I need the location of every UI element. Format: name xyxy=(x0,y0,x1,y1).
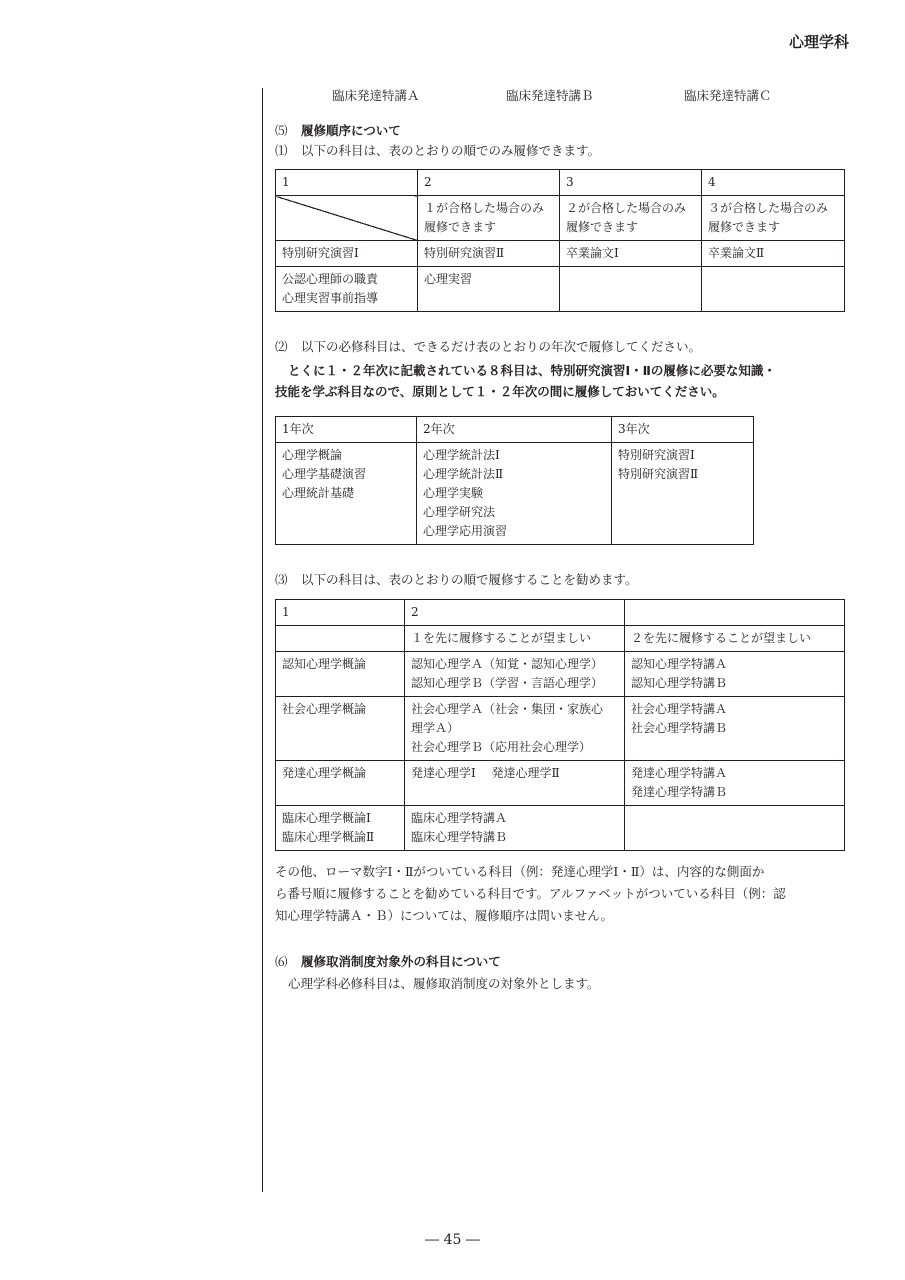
table-cell: 特別研究演習Ⅱ xyxy=(418,241,560,267)
table-cell: 社会心理学概論 xyxy=(276,697,405,761)
margin-rule xyxy=(262,88,263,1192)
year-table xyxy=(275,416,754,545)
table-header-cell: 1 xyxy=(276,600,405,626)
table-condition-row xyxy=(276,196,845,241)
subsection-text: 以下の必修科目は、できるだけ表のとおりの年次で履修してください。 xyxy=(301,339,702,354)
table-cell: 認知心理学Ａ（知覚・認知心理学） 認知心理学Ｂ（学習・言語心理学） xyxy=(405,652,625,697)
section-5-heading xyxy=(275,122,860,140)
table-cell: 発達心理学Ⅰ 発達心理学Ⅱ xyxy=(405,761,625,806)
subsection-number: ⑶ xyxy=(275,572,288,587)
table-row xyxy=(276,761,845,806)
table-cell: 特別研究演習Ⅰ 特別研究演習Ⅱ xyxy=(612,443,754,545)
subsection-i-text xyxy=(275,142,860,160)
table-cell: 心理実習 xyxy=(418,267,560,312)
table-cell xyxy=(702,267,845,312)
table-row xyxy=(276,267,845,312)
table-cell: 卒業論文Ⅰ xyxy=(560,241,702,267)
table-row xyxy=(276,443,754,545)
subsection-ro-text xyxy=(275,338,860,356)
table-cell: 社会心理学Ａ（社会・集団・家族心 理学Ａ） 社会心理学Ｂ（応用社会心理学） xyxy=(405,697,625,761)
subsection-text: 以下の科目は、表のとおりの順でのみ履修できます。 xyxy=(301,143,601,158)
section-title: 履修順序について xyxy=(301,123,401,138)
department-label: 心理学科 xyxy=(788,33,849,51)
table-header-cell: 1 xyxy=(276,170,418,196)
order-table-recommended xyxy=(275,599,845,851)
main-content xyxy=(275,86,860,995)
table-row xyxy=(276,652,845,697)
top-course-list xyxy=(275,86,860,108)
table-header-cell: 1年次 xyxy=(276,417,417,443)
table-cell: 認知心理学特講Ａ 認知心理学特講Ｂ xyxy=(625,652,845,697)
table-subheader-cell: ２を先に履修することが望ましい xyxy=(625,626,845,652)
table-cell xyxy=(560,267,702,312)
table-header-cell: 2 xyxy=(418,170,560,196)
course-item: 臨床発達特講Ａ xyxy=(332,88,420,103)
table-header-row xyxy=(276,170,845,196)
subsection-number: ⑵ xyxy=(275,339,288,354)
table-cell: 認知心理学概論 xyxy=(276,652,405,697)
table-cell: 発達心理学特講Ａ 発達心理学特講Ｂ xyxy=(625,761,845,806)
table-cell: 発達心理学概論 xyxy=(276,761,405,806)
table-header-row xyxy=(276,600,845,626)
table-cell: 臨床心理学概論Ⅰ 臨床心理学概論Ⅱ xyxy=(276,806,405,851)
subsection-number: ⑴ xyxy=(275,143,288,158)
order-table-strict xyxy=(275,169,845,312)
diagonal-cell xyxy=(276,196,418,241)
table-cell: 社会心理学特講Ａ 社会心理学特講Ｂ xyxy=(625,697,845,761)
table-subheader-cell: １を先に履修することが望ましい xyxy=(405,626,625,652)
emphasis-note-line: とくに１・２年次に記載されている８科目は、特別研究演習Ⅰ・Ⅱの履修に必要な知識・ xyxy=(288,363,776,378)
emphasis-note-line: 技能を学ぶ科目なので、原則として１・２年次の間に履修しておいてください。 xyxy=(275,384,725,399)
subsection-ha-text xyxy=(275,571,860,589)
table-cell: 特別研究演習Ⅰ xyxy=(276,241,418,267)
course-item: 臨床発達特講Ｃ xyxy=(684,88,772,103)
explanation-line: 知心理学特講Ａ・Ｂ）については、履修順序は問いません。 xyxy=(275,908,614,923)
section-number: ⑸ xyxy=(275,123,288,138)
section-title: 履修取消制度対象外の科目について xyxy=(301,954,501,969)
table-header-cell: 4 xyxy=(702,170,845,196)
table-subheader-cell xyxy=(276,626,405,652)
table-row xyxy=(276,806,845,851)
table-cell: 卒業論文Ⅱ xyxy=(702,241,845,267)
table-header-cell: 2年次 xyxy=(417,417,612,443)
table-row xyxy=(276,697,845,761)
table-row xyxy=(276,241,845,267)
table-header-cell: 2 xyxy=(405,600,625,626)
condition-cell: ２が合格した場合のみ 履修できます xyxy=(560,196,702,241)
table-cell: 心理学統計法Ⅰ 心理学統計法Ⅱ 心理学実験 心理学研究法 心理学応用演習 xyxy=(417,443,612,545)
table-cell: 臨床心理学特講Ａ 臨床心理学特講Ｂ xyxy=(405,806,625,851)
course-item: 臨床発達特講Ｂ xyxy=(506,88,594,103)
table-subheader-row xyxy=(276,626,845,652)
subsection-text: 以下の科目は、表のとおりの順で履修することを勧めます。 xyxy=(301,572,638,587)
table-header-cell: 3年次 xyxy=(612,417,754,443)
explanation-line: ら番号順に履修することを勧めている科目です。アルファベットがついている科目（例：認 xyxy=(275,886,786,901)
condition-cell: ３が合格した場合のみ 履修できます xyxy=(702,196,845,241)
explanation-line: その他、ローマ数字Ⅰ・Ⅱがついている科目（例：発達心理学Ⅰ・Ⅱ）は、内容的な側面か xyxy=(275,864,765,879)
condition-cell: １が合格した場合のみ 履修できます xyxy=(418,196,560,241)
table-header-cell: 3 xyxy=(560,170,702,196)
table-header-cell xyxy=(625,600,845,626)
page-number: ― 45 ― xyxy=(425,1232,480,1248)
table-cell: 公認心理師の職責 心理実習事前指導 xyxy=(276,267,418,312)
table-cell xyxy=(625,806,845,851)
table-header-row xyxy=(276,417,754,443)
section-number: ⑹ xyxy=(275,954,288,969)
section-6-text: 心理学科必修科目は、履修取消制度の対象外とします。 xyxy=(288,976,600,991)
section-6-heading xyxy=(275,953,860,971)
table-cell: 心理学概論 心理学基礎演習 心理統計基礎 xyxy=(276,443,417,545)
